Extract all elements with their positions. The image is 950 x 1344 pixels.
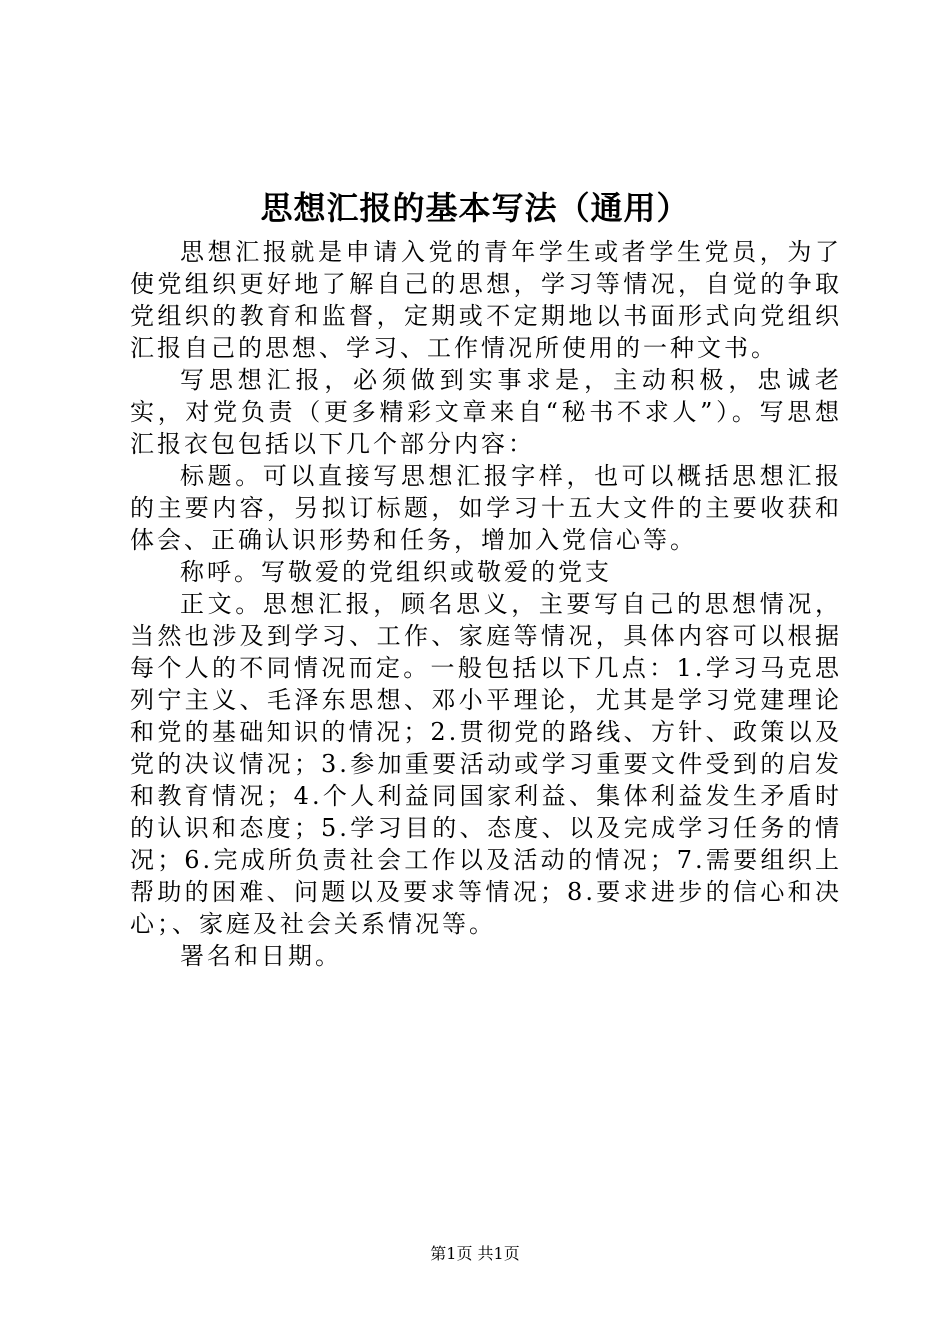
- document-body: [130, 236, 842, 972]
- paragraph-main-body: 正文。思想汇报，顾名思义，主要写自己的思想情况，当然也涉及到学习、工作、家庭等情况，具体内容可以根据每个人的不同情况而定。一般包括以下几点：1.学习马克思列宁主义、毛泽东思想、邓小平理论，尤其是学习党建理论和党的基础知识的情况；2.贯彻党的路线、方针、政策以及党的决议情况；3.参加重要活动或学习重要文件受到的启发和教育情况；4.个人利益同国家利益、集体利益发生矛盾时的认识和态度；5.学习目的、态度、以及完成学习任务的情况；6.完成所负责社会工作以及活动的情况；7.需要组织上帮助的困难、问题以及要求等情况；8.要求进步的信心和决心；、家庭及社会关系情况等。: [130, 590, 842, 938]
- page-number-footer: 第1页 共1页: [430, 1244, 520, 1263]
- document-title: 思想汇报的基本写法（通用）: [260, 189, 690, 227]
- paragraph-salutation: 称呼。写敬爱的党组织或敬爱的党支: [180, 558, 612, 586]
- paragraph-definition: 思想汇报就是申请入党的青年学生或者学生党员，为了使党组织更好地了解自己的思想，学习等情况，自觉的争取党组织的教育和监督，定期或不定期地以书面形式向党组织汇报自己的思想、学习、工作情况所使用的一种文书。: [130, 238, 842, 362]
- paragraph-signature: 署名和日期。: [180, 942, 342, 970]
- paragraph-requirements: 写思想汇报，必须做到实事求是，主动积极，忠诚老实，对党负责（更多精彩文章来自“秘书不求人”）。写思想汇报衣包包括以下几个部分内容：: [130, 366, 842, 458]
- paragraph-title-section: 标题。可以直接写思想汇报字样，也可以概括思想汇报的主要内容，另拟订标题，如学习十五大文件的主要收获和体会、正确认识形势和任务，增加入党信心等。: [130, 462, 842, 554]
